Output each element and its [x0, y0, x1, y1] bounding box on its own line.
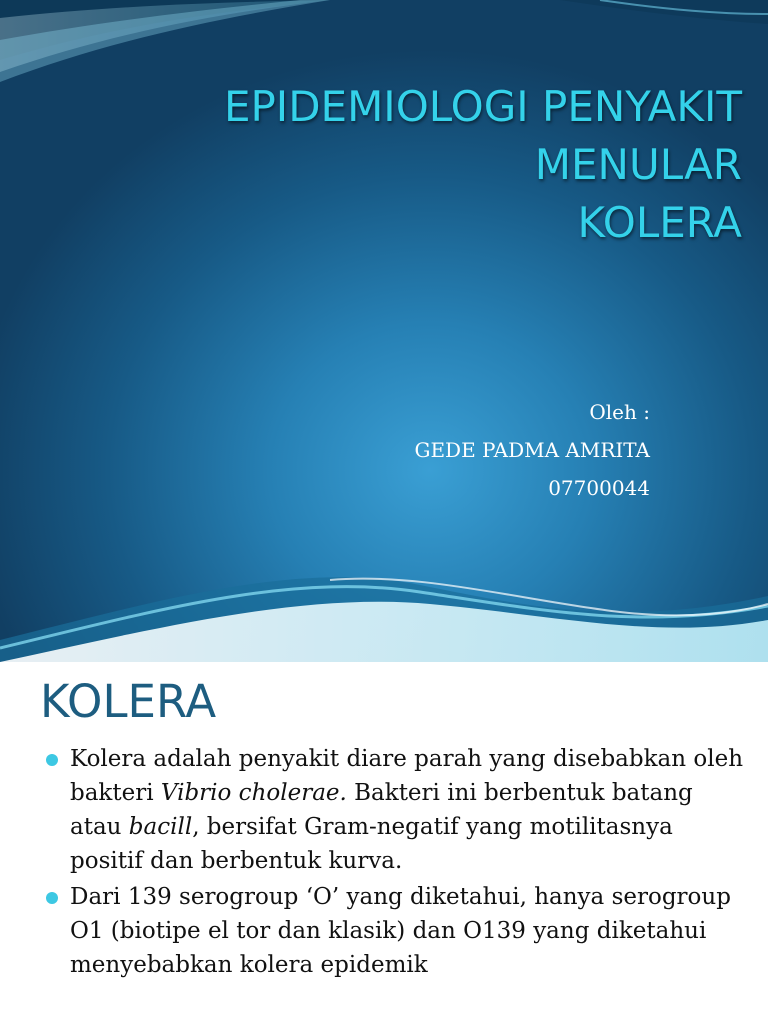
- author-block: [414, 393, 650, 507]
- bullet-text: Kolera adalah penyakit diare parah yang disebabkan oleh bakteri Vibrio cholerae. Bakteri ini berbentuk batang atau bacill, bersifat Gram-negatif yang motilitasnya positif dan berbentuk kurva.: [70, 746, 744, 874]
- bullet-list: [44, 742, 744, 984]
- bullet-dot-icon: [46, 754, 58, 766]
- title-line: KOLERA: [577, 198, 742, 247]
- title-line: EPIDEMIOLOGI PENYAKIT: [223, 82, 742, 131]
- title-line: MENULAR: [534, 140, 742, 189]
- slide-heading: KOLERA: [40, 675, 217, 728]
- bullet-item: [44, 880, 744, 982]
- bullet-item: [44, 742, 744, 878]
- author-name: GEDE PADMA AMRITA: [414, 438, 650, 462]
- author-label: Oleh :: [589, 400, 650, 424]
- bullet-dot-icon: [46, 892, 58, 904]
- author-id: 07700044: [548, 476, 650, 500]
- bullet-text: Dari 139 serogroup ‘O’ yang diketahui, hanya serogroup O1 (biotipe el tor dan klasik) dan O139 yang diketahui menyebabkan kolera epidemik: [70, 884, 731, 978]
- content-slide: [0, 662, 768, 1024]
- slide-title: [42, 78, 742, 252]
